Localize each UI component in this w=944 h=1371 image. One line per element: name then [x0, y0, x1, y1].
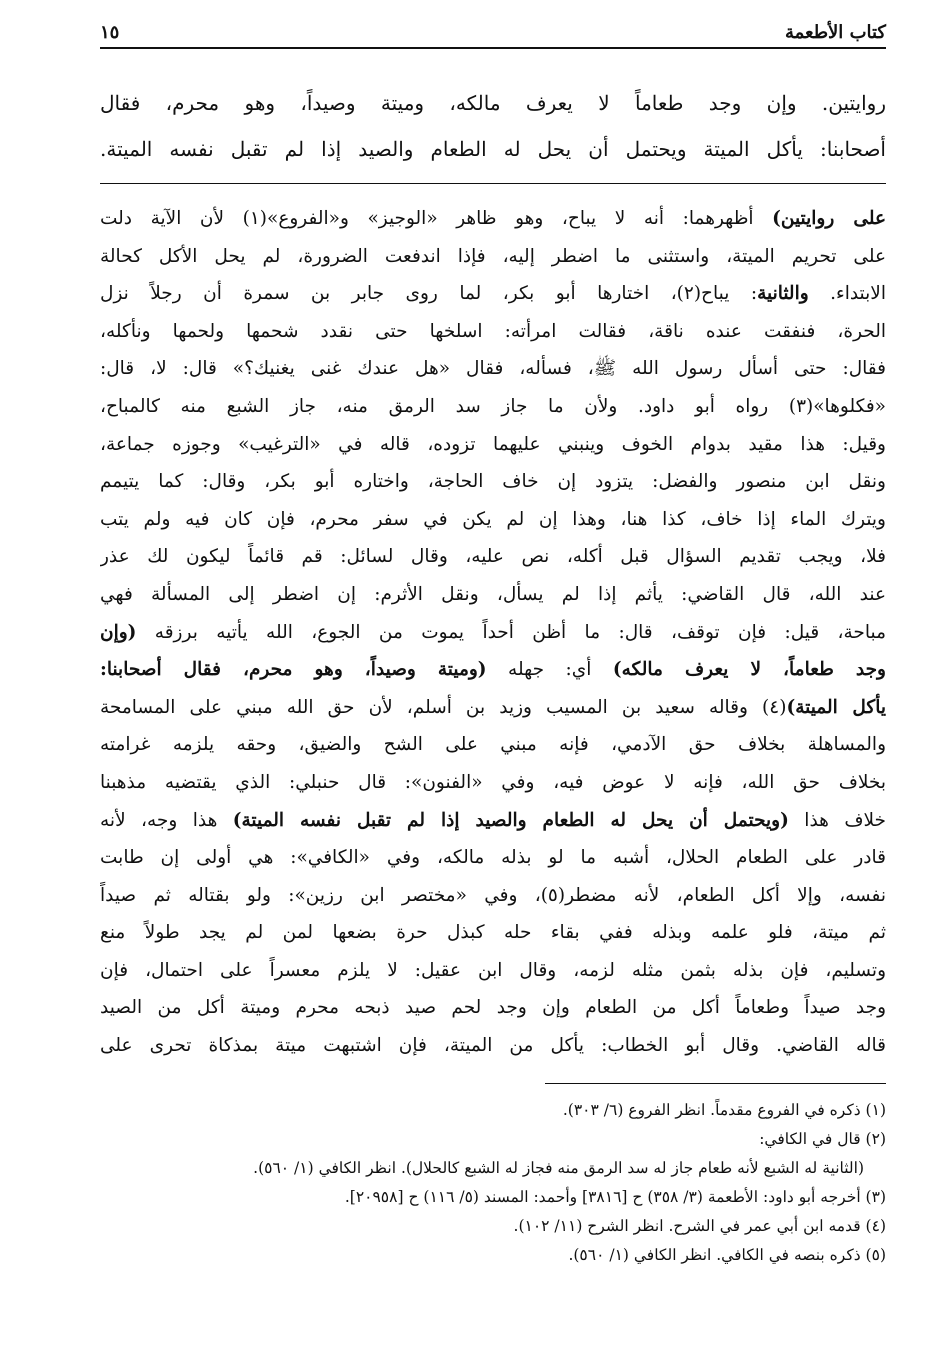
footnote-separator: [545, 1083, 886, 1084]
text-line: [100, 501, 886, 539]
text-separator: [100, 183, 886, 184]
text-line: [100, 388, 886, 426]
text-line: [100, 651, 886, 689]
text-segment: خلاف هذا: [788, 809, 886, 831]
text-line: [100, 350, 886, 388]
text-segment: عند الله، قال القاضي: يأثم إذا لم يسأل، ونقل الأثرم: إن اضطر إلى المسألة فهي: [100, 583, 886, 605]
text-line: [100, 1027, 886, 1065]
footnote: (٥) ذكره بنصه في الكافي. انظر الكافي (١/ ٥٦٠).: [568, 1246, 886, 1264]
footnote: (٤) قدمه ابن أبي عمر في الشرح. انظر الشرح (١١/ ١٠٢).: [513, 1217, 886, 1235]
text-line: [100, 839, 886, 877]
text-line: [100, 877, 886, 915]
text-line: [100, 275, 886, 313]
text-line: [100, 80, 886, 126]
text-segment: على تحريم الميتة، واستثنى ما اضطر إليه، فإذا اندفعت الضرورة، لم يحل الأكل كحالة: [100, 245, 886, 267]
text-line: [100, 576, 886, 614]
page-number: ١٥: [100, 22, 120, 43]
bold-quoted-text: على روايتين): [772, 208, 886, 229]
text-segment: فقال: حتى أسأل رسول الله ﷺ، فسأله، فقال «هل عندك غنى يغنيك؟» قال: لا، قال:: [100, 358, 886, 380]
text-segment: روايتين. وإن وجد طعاماً لا يعرف مالكه، وميتة وصيداً، وهو محرم، فقال: [100, 91, 886, 115]
footnote: (٢) قال في الكافي:: [759, 1130, 886, 1148]
text-line: [100, 726, 886, 764]
text-segment: أي: جهله: [486, 659, 613, 681]
text-segment: (٤) وقاله سعيد بن المسيب وزيد بن أسلم، لأن حق الله مبني على المسامحة: [100, 696, 787, 718]
text-segment: مباحة، قيل: فإن توقف، قال: ما أظن أحداً يموت من الجوع، الله يأتيه برزقه: [136, 621, 886, 643]
text-line: [100, 989, 886, 1027]
bold-quoted-text: وجد طعاماً، لا يعرف مالكه): [612, 659, 886, 681]
book-section-title: كتاب الأطعمة: [784, 22, 886, 43]
footnote: (٣) أخرجه أبو داود: الأطعمة (٣/ ٣٥٨) ح [٣٨١٦] وأحمد: المسند (٥/ ١١٦) ح [٢٠٩٥٨].: [344, 1188, 886, 1206]
header-rule: [100, 47, 886, 49]
text-segment: بخلاف حق الله، فإنه لا عوض فيه، وفي «الفنون»: قال حنبلي: الذي يقتضيه مذهبنا: [100, 771, 886, 793]
text-line: [100, 802, 886, 840]
bold-quoted-text: (ويحتمل أن يحل له الطعام والصيد إذا لم تقبل نفسه الميتة): [232, 809, 789, 831]
text-line: [100, 313, 886, 351]
text-segment: الابتداء.: [808, 283, 886, 305]
text-segment: ثم ميتة، فلو علمه وبذله ففي بقاء حله كبذل حرة بضعها لمن لم يجد طولاً منع: [100, 922, 886, 944]
text-segment: : يباح(٢)، اختارها أبو بكر، لما روى جابر بن سمرة أن رجلاً نزل: [100, 283, 758, 305]
text-segment: قاله القاضي. وقال أبو الخطاب: يأكل من الميتة، فإن اشتبهت ميتة بمذكاة تحرى على: [100, 1035, 886, 1057]
text-segment: وقيل: هذا مقيد بدوام الخوف وينبني عليهما تزوده، قاله في «الترغيب» وجوزه جماعة،: [100, 433, 886, 455]
running-header: [100, 22, 886, 46]
text-segment: هذا وجه، لأنه: [100, 809, 233, 831]
text-line: [100, 952, 886, 990]
text-segment: «فكلوها»(٣) رواه أبو داود. ولأن ما جاز سد الرمق منه، جاز الشبع منه كالمباح،: [100, 395, 886, 417]
text-line: [100, 200, 886, 238]
text-segment: والمساهلة بخلاف حق الآدمي، فإنه مبني على الشح والضيق، وحقه يلزمه غرامته: [100, 734, 886, 756]
text-segment: وجد صيداً وطعاماً أكل من الطعام وإن وجد لحم صيد ذبحه محرم وميتة أكل من الصيد: [100, 997, 886, 1019]
text-line: [100, 764, 886, 802]
text-segment: قادر على الطعام الحلال، أشبه ما لو بذله مالكه، وفي «الكافي»: هي أولى إن طابت: [100, 847, 886, 869]
text-line: [100, 238, 886, 276]
bold-quoted-text: يأكل الميتة): [786, 696, 886, 718]
text-segment: نفسه، وإلا أكل الطعام، لأنه مضطر(٥)، وفي «مختصر ابن رزين»: ولو بقتاله ثم صيداً: [100, 884, 886, 906]
main-text: [100, 80, 886, 172]
text-line: [100, 426, 886, 464]
bold-quoted-text: (وإن: [100, 621, 137, 643]
commentary-text: [100, 200, 886, 1065]
text-segment: وتسليم، فإن بذله بثمن مثله لزمه، وقال ابن عقيل: لا يلزم معسراً على احتمال، فإن: [100, 959, 886, 981]
text-line: [100, 914, 886, 952]
text-line: [100, 689, 886, 727]
text-segment: أصحابنا: يأكل الميتة ويحتمل أن يحل له الطعام والصيد إذا لم تقبل نفسه الميتة.: [100, 137, 886, 161]
text-segment: أظهرهما: أنه لا يباح، وهو ظاهر «الوجيز» و«الفروع»(١) لأن الآية دلت: [100, 208, 773, 229]
bold-quoted-text: والثانية: [757, 283, 809, 305]
footnotes: [146, 1096, 886, 1270]
bold-quoted-text: (وميتة وصيداً، وهو محرم، فقال أصحابنا:: [100, 659, 487, 681]
footnote: (١) ذكره في الفروع مقدماً. انظر الفروع (٦/ ٣٠٣).: [562, 1101, 886, 1119]
text-segment: ونقل ابن منصور والفضل: يتزود إن خاف الحاجة، واختاره أبو بكر، وقال: كما يتيمم: [100, 471, 886, 493]
text-segment: الحرة، فنفقت عنده ناقة، فقالت امرأته: اسلخها حتى نقدد شحمها ولحمها ونأكله،: [100, 320, 886, 342]
text-line: [100, 126, 886, 172]
text-segment: فلا، ويجب تقديم السؤال قبل أكله، نص عليه، وقال لسائل: قم قائماً ليكون لك عذر: [100, 546, 886, 568]
text-line: [100, 538, 886, 576]
text-line: [100, 463, 886, 501]
text-segment: ويترك الماء إذا خاف، كذا هنا، وهذا إن لم يكن في سفر محرم، فإن كان فيه ولم يتب: [100, 508, 886, 530]
footnote: (الثانية له الشبع لأنه طعام جاز له سد الرمق منه فجاز له الشبع كالحلال). انظر الكافي (١/ ٥٦٠).: [253, 1159, 864, 1177]
text-line: [100, 614, 886, 652]
